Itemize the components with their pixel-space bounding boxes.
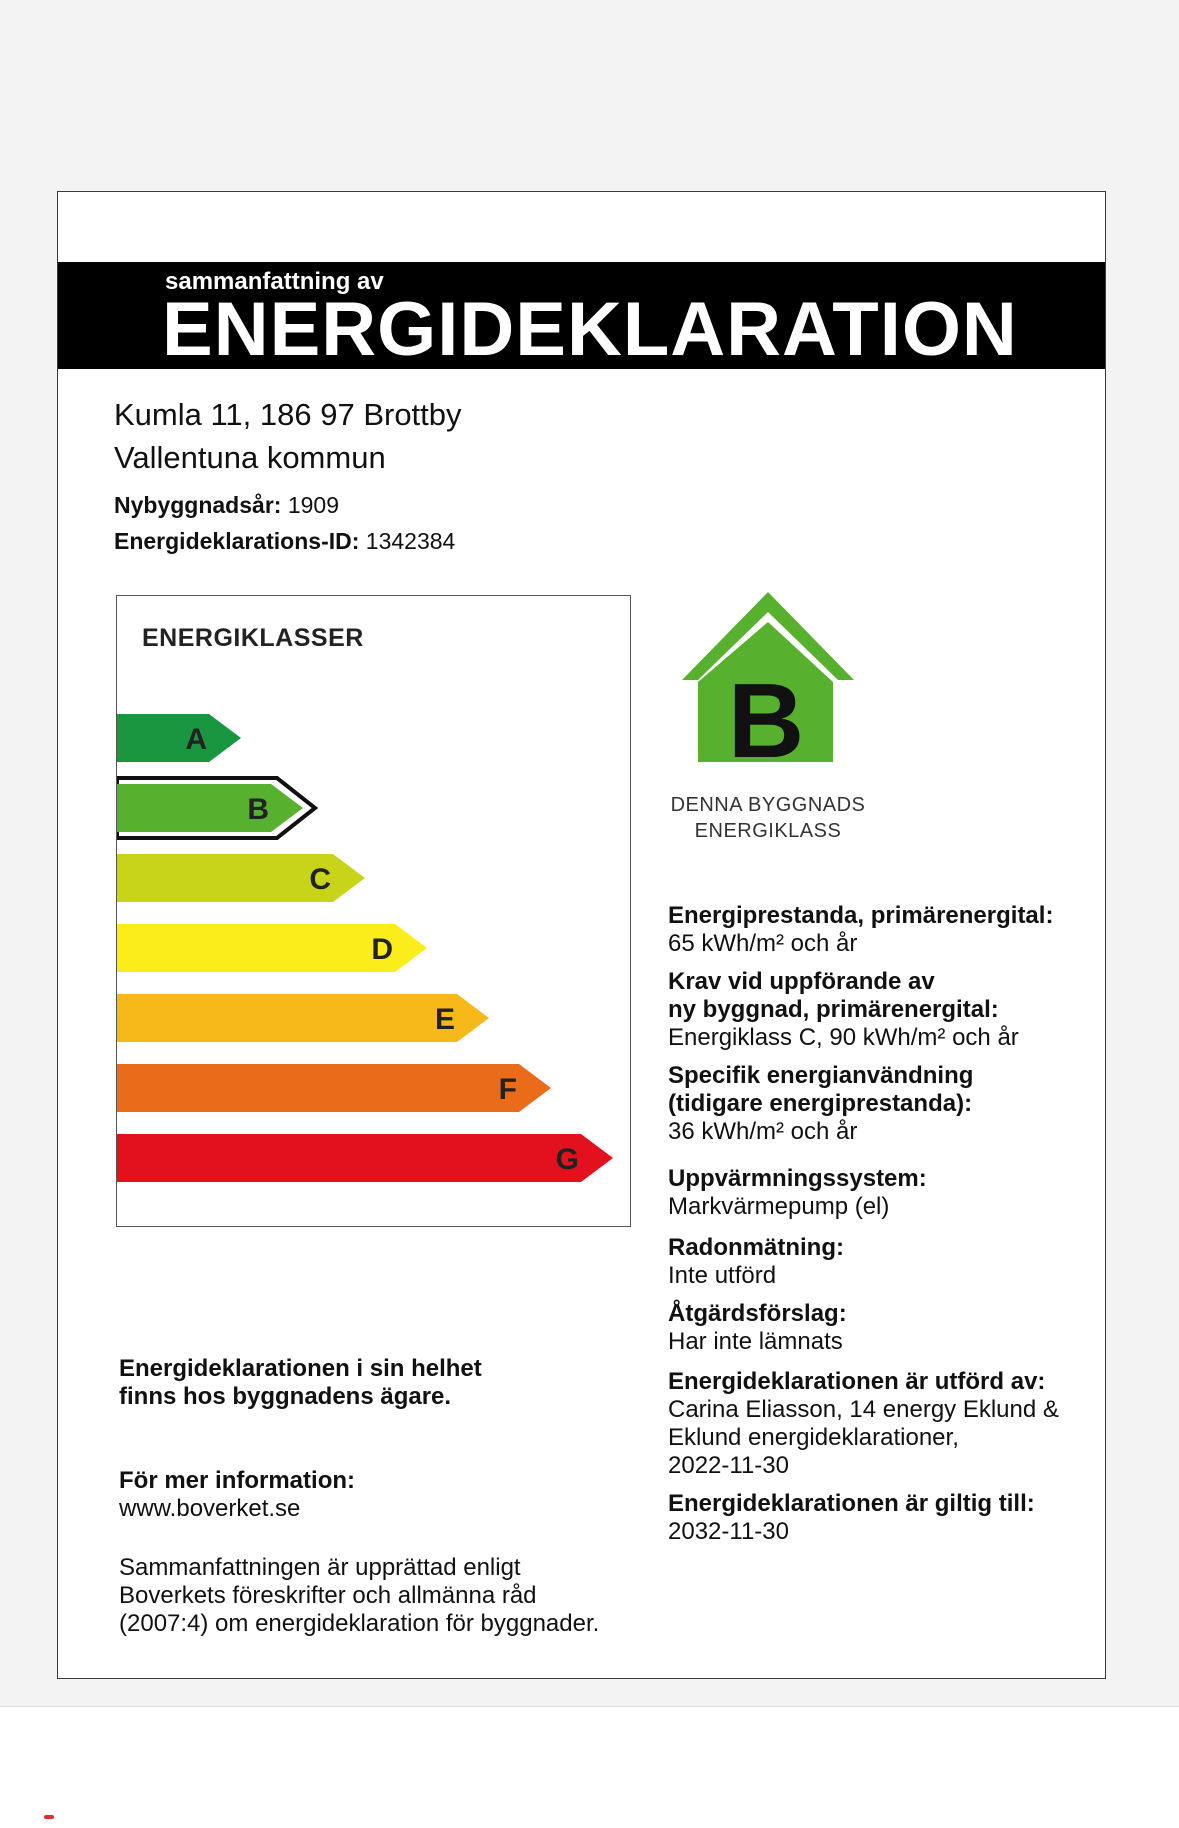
energy-class-letter-e: E xyxy=(434,1003,455,1036)
energy-class-letter-g: G xyxy=(555,1143,579,1176)
measures-value: Har inte lämnats xyxy=(668,1328,843,1355)
radon-measurement xyxy=(668,1234,1088,1290)
performed-by-label: Energideklarationen är utförd av: xyxy=(668,1368,1046,1395)
energy-class-letter-c: C xyxy=(309,863,331,896)
build-year-label: Nybyggnadsår: xyxy=(114,492,282,518)
house-rating-icon xyxy=(678,592,858,762)
energy-class-scale-title: ENERGIKLASSER xyxy=(142,624,364,652)
bottom-indicator xyxy=(44,1815,54,1819)
heating-system-label: Uppvärmningssystem: xyxy=(668,1165,927,1192)
performed-by xyxy=(668,1368,1088,1480)
bottom-bar xyxy=(0,1706,1179,1828)
energy-declaration-document xyxy=(57,191,1106,1679)
specific-energy-value: 36 kWh/m² och år xyxy=(668,1118,858,1145)
energy-class-letter-a: A xyxy=(185,723,207,756)
energy-class-letter-f: F xyxy=(498,1073,517,1106)
build-year-row xyxy=(114,492,339,519)
new-building-requirement xyxy=(668,968,1088,1052)
more-info xyxy=(119,1467,355,1523)
performed-by-value-line1: Carina Eliasson, 14 energy Eklund & xyxy=(668,1396,1059,1423)
requirement-value: Energiklass C, 90 kWh/m² och år xyxy=(668,1024,1019,1051)
energy-performance-value: 65 kWh/m² och år xyxy=(668,930,858,957)
energy-class-bar-a xyxy=(117,714,241,762)
house-rating-letter: B xyxy=(727,662,805,762)
specific-energy-label-line2: (tidigare energiprestanda): xyxy=(668,1090,973,1117)
valid-until-label: Energideklarationen är giltig till: xyxy=(668,1490,1035,1517)
performed-by-value-line3: 2022-11-30 xyxy=(668,1452,789,1479)
banner-subtitle: sammanfattning av xyxy=(165,268,384,295)
banner-title: ENERGIDEKLARATION xyxy=(162,287,1018,372)
requirement-label-line2: ny byggnad, primärenergital: xyxy=(668,996,999,1023)
requirement-label-line1: Krav vid uppförande av xyxy=(668,968,935,995)
summary-line3: (2007:4) om energideklaration för byggnader. xyxy=(119,1610,600,1637)
summary-line1: Sammanfattningen är upprättad enligt xyxy=(119,1554,521,1581)
declaration-id-label: Energideklarations-ID: xyxy=(114,528,360,554)
radon-value: Inte utförd xyxy=(668,1262,777,1289)
property-municipality: Vallentuna kommun xyxy=(114,440,386,475)
full-declaration-note xyxy=(119,1355,482,1411)
rating-caption-line1: DENNA BYGGNADS xyxy=(670,794,866,816)
energy-class-bar-e xyxy=(117,994,489,1042)
full-declaration-line1: Energideklarationen i sin helhet xyxy=(119,1355,482,1382)
energy-class-letter-d: D xyxy=(371,933,393,966)
energy-class-letter-b: B xyxy=(247,793,269,826)
energy-performance-label: Energiprestanda, primärenergital: xyxy=(668,902,1054,929)
heating-system xyxy=(668,1165,1088,1221)
energy-class-bar-g xyxy=(117,1134,613,1182)
performed-by-value-line2: Eklund energideklarationer, xyxy=(668,1424,959,1451)
energy-class-arrows xyxy=(117,596,632,1228)
energy-performance xyxy=(668,902,1088,958)
rating-caption-line2: ENERGIKLASS xyxy=(694,820,842,842)
title-banner xyxy=(58,262,1105,372)
build-year-value: 1909 xyxy=(287,492,339,518)
measure-proposals xyxy=(668,1300,1088,1356)
radon-label: Radonmätning: xyxy=(668,1234,844,1261)
energy-class-scale xyxy=(116,595,631,1227)
more-info-label: För mer information: xyxy=(119,1467,356,1494)
specific-energy-use xyxy=(668,1062,1088,1146)
declaration-id-value: 1342384 xyxy=(365,528,456,554)
valid-until-value: 2032-11-30 xyxy=(668,1518,789,1545)
measures-label: Åtgärdsförslag: xyxy=(668,1300,847,1327)
heating-system-value: Markvärmepump (el) xyxy=(668,1193,890,1220)
summary-note xyxy=(119,1554,599,1638)
boverket-link[interactable]: www.boverket.se xyxy=(119,1495,301,1522)
energy-class-bar-b xyxy=(117,784,303,832)
valid-until xyxy=(668,1490,1088,1546)
summary-line2: Boverkets föreskrifter och allmänna råd xyxy=(119,1582,537,1609)
full-declaration-line2: finns hos byggnadens ägare. xyxy=(119,1383,452,1410)
property-address: Kumla 11, 186 97 Brottby xyxy=(114,397,462,432)
specific-energy-label-line1: Specifik energianvändning xyxy=(668,1062,974,1089)
declaration-id-row xyxy=(114,528,455,555)
energy-class-bar-f xyxy=(117,1064,551,1112)
